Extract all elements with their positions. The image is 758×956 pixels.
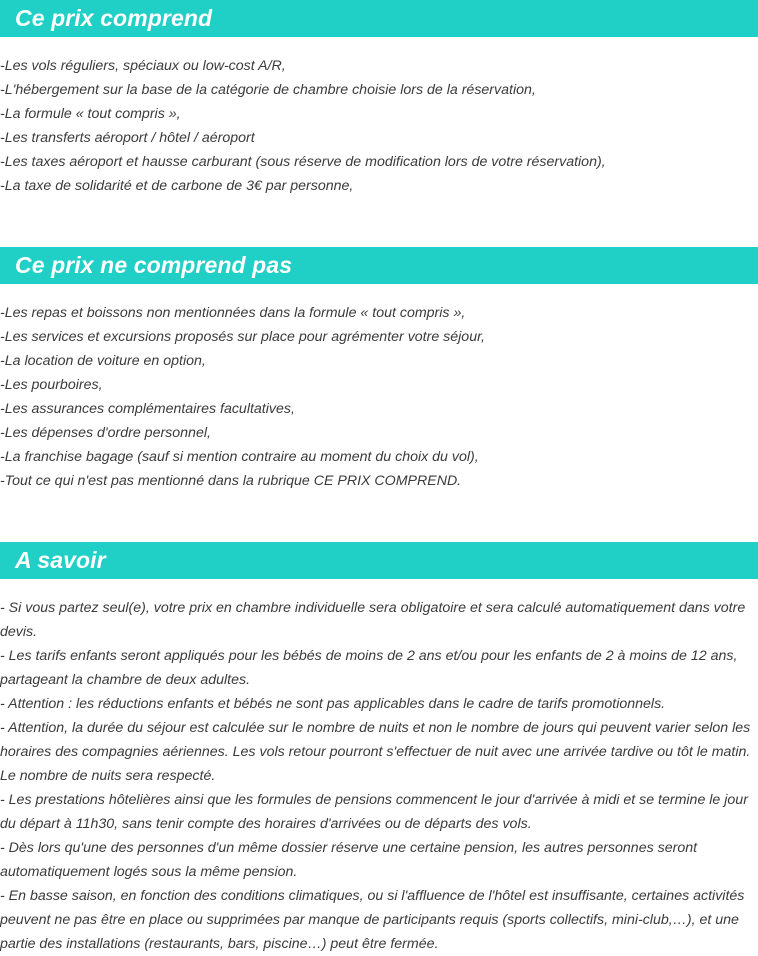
list-item: -Les assurances complémentaires facultatives,: [0, 401, 295, 417]
list-item: -Les repas et boissons non mentionnées dans la formule « tout compris »,: [0, 305, 466, 321]
section-title: Ce prix ne comprend pas: [15, 252, 293, 278]
list-item: - En basse saison, en fonction des conditions climatiques, ou si l'affluence de l'hôtel est insuffisante, certaines activités peuvent ne pas être en place ou supprimées par manque de participants requis (sports collectifs, mini-club,…), et une partie des installations (restaurants, bars, piscine…) peut être fermée.: [0, 888, 745, 952]
list-item: - Attention : les réductions enfants et bébés ne sont pas applicables dans le cadre de tarifs promotionnels.: [0, 696, 666, 712]
list-item: -La taxe de solidarité et de carbone de 3€ par personne,: [0, 178, 354, 194]
list-item: -Les dépenses d'ordre personnel,: [0, 425, 211, 441]
list-item: - Dès lors qu'une des personnes d'un même dossier réserve une certaine pension, les autres personnes seront automatiquement logés sous la même pension.: [0, 840, 698, 880]
section-header-a-savoir: [0, 542, 758, 579]
list-item: -L'hébergement sur la base de la catégorie de chambre choisie lors de la réservation,: [0, 82, 536, 98]
section-title: A savoir: [15, 547, 106, 573]
list-item: -La franchise bagage (sauf si mention contraire au moment du choix du vol),: [0, 449, 479, 465]
list-item: - Attention, la durée du séjour est calculée sur le nombre de nuits et non le nombre de jours qui peuvent varier selon les horaires des compagnies aériennes. Les vols retour pourront s'effectuer de nuit avec une arrivée tardive ou tôt le matin. Le nombre de nuits sera respecté.: [0, 720, 751, 784]
list-item: -Les transferts aéroport / hôtel / aéroport: [0, 130, 255, 146]
excluded-list: [0, 301, 758, 493]
included-list: [0, 54, 758, 198]
section-header-prix-comprend: [0, 0, 758, 37]
list-item: -La location de voiture en option,: [0, 353, 206, 369]
notes-list: [0, 596, 758, 956]
list-item: -Les vols réguliers, spéciaux ou low-cost A/R,: [0, 58, 286, 74]
list-item: -Les taxes aéroport et hausse carburant (sous réserve de modification lors de votre réservation),: [0, 154, 606, 170]
list-item: - Les prestations hôtelières ainsi que les formules de pensions commencent le jour d'arrivée à midi et se termine le jour du départ à 11h30, sans tenir compte des horaires d'arrivées ou de départs des vols.: [0, 792, 748, 832]
list-item: -Les pourboires,: [0, 377, 103, 393]
list-item: - Les tarifs enfants seront appliqués pour les bébés de moins de 2 ans et/ou pour les enfants de 2 à moins de 12 ans, partageant la chambre de deux adultes.: [0, 648, 738, 688]
list-item: -Tout ce qui n'est pas mentionné dans la rubrique CE PRIX COMPREND.: [0, 473, 462, 489]
section-header-prix-ne-comprend-pas: [0, 247, 758, 284]
list-item: -La formule « tout compris »,: [0, 106, 181, 122]
section-title: Ce prix comprend: [15, 5, 213, 31]
list-item: -Les services et excursions proposés sur place pour agrémenter votre séjour,: [0, 329, 485, 345]
list-item: - Si vous partez seul(e), votre prix en chambre individuelle sera obligatoire et sera calculé automatiquement dans votre devis.: [0, 600, 746, 640]
